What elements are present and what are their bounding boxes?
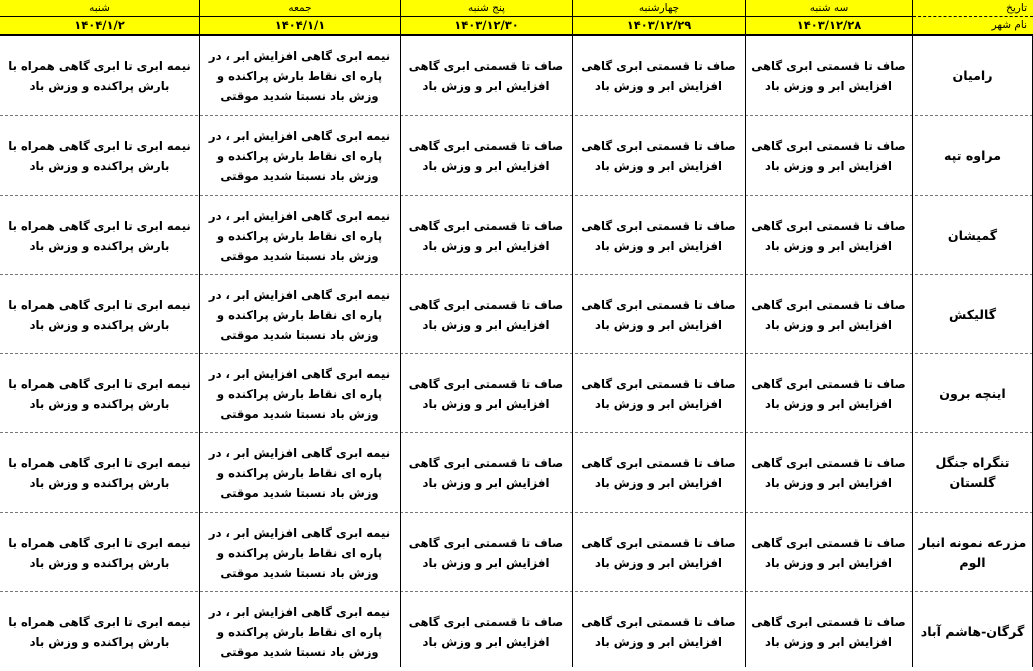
forecast-cell: صاف تا قسمتی ابری گاهی افزایش ابر و وزش باد: [581, 376, 736, 411]
header-day: چهارشنبه: [638, 2, 680, 14]
column-divider: [400, 36, 401, 667]
header-col-1: [745, 0, 912, 34]
forecast-cell: صاف تا قسمتی ابری گاهی افزایش ابر و وزش باد: [581, 138, 736, 173]
header-date: ۱۴۰۴/۱/۲: [0, 16, 199, 34]
city-name-cell: مزرعه نمونه انبار الوم: [918, 534, 1027, 570]
forecast-cell: نیمه ابری تا ابری گاهی همراه با بارش پراکنده و وزش باد: [8, 297, 191, 332]
header-city-label: نام شهر: [991, 19, 1027, 31]
header-date: ۱۴۰۴/۱/۱: [200, 16, 400, 34]
forecast-cell: صاف تا قسمتی ابری گاهی افزایش ابر و وزش باد: [751, 297, 906, 332]
forecast-cell: نیمه ابری گاهی افزایش ابر ، در پاره ای نقاط بارش پراکنده و وزش باد نسبتا شدید موقتی: [208, 208, 391, 263]
header-day: سه شنبه: [809, 2, 849, 14]
forecast-cell: نیمه ابری گاهی افزایش ابر ، در پاره ای نقاط بارش پراکنده و وزش باد نسبتا شدید موقتی: [208, 445, 391, 500]
header-col-5: [0, 0, 199, 34]
header-col-2: [572, 0, 745, 34]
header-col-4: [199, 0, 400, 34]
forecast-table: [0, 36, 1033, 667]
header-label-cell: [912, 0, 1033, 34]
header-col-3: [400, 0, 572, 34]
forecast-cell: نیمه ابری تا ابری گاهی همراه با بارش پراکنده و وزش باد: [8, 535, 191, 570]
city-name-cell: گرگان-هاشم آباد: [920, 623, 1025, 639]
forecast-cell: صاف تا قسمتی ابری گاهی افزایش ابر و وزش باد: [408, 614, 564, 649]
forecast-cell: نیمه ابری تا ابری گاهی همراه با بارش پراکنده و وزش باد: [8, 614, 191, 649]
forecast-cell: صاف تا قسمتی ابری گاهی افزایش ابر و وزش باد: [581, 218, 736, 253]
header-day: شنبه: [89, 2, 110, 14]
city-name-cell: گمیشان: [947, 227, 998, 243]
forecast-cell: صاف تا قسمتی ابری گاهی افزایش ابر و وزش باد: [408, 297, 564, 332]
forecast-cell: نیمه ابری تا ابری گاهی همراه با بارش پراکنده و وزش باد: [8, 138, 191, 173]
forecast-cell: نیمه ابری تا ابری گاهی همراه با بارش پراکنده و وزش باد: [8, 376, 191, 411]
forecast-cell: صاف تا قسمتی ابری گاهی افزایش ابر و وزش باد: [581, 614, 736, 649]
city-name-cell: رامیان: [952, 67, 993, 83]
header-date: ۱۴۰۳/۱۲/۲۹: [573, 16, 745, 34]
city-name-cell: اینچه برون: [939, 385, 1006, 401]
forecast-cell: نیمه ابری گاهی افزایش ابر ، در پاره ای نقاط بارش پراکنده و وزش باد نسبتا شدید موقتی: [208, 604, 391, 659]
column-divider: [572, 36, 573, 667]
forecast-cell: صاف تا قسمتی ابری گاهی افزایش ابر و وزش باد: [408, 455, 564, 490]
forecast-cell: صاف تا قسمتی ابری گاهی افزایش ابر و وزش باد: [408, 138, 564, 173]
forecast-cell: صاف تا قسمتی ابری گاهی افزایش ابر و وزش باد: [581, 455, 736, 490]
forecast-cell: صاف تا قسمتی ابری گاهی افزایش ابر و وزش باد: [408, 535, 564, 570]
forecast-cell: نیمه ابری گاهی افزایش ابر ، در پاره ای نقاط بارش پراکنده و وزش باد نسبتا شدید موقتی: [208, 366, 391, 421]
header-day: پنج شنبه: [468, 2, 505, 14]
forecast-cell: صاف تا قسمتی ابری گاهی افزایش ابر و وزش باد: [751, 58, 906, 93]
forecast-cell: صاف تا قسمتی ابری گاهی افزایش ابر و وزش باد: [581, 297, 736, 332]
forecast-cell: صاف تا قسمتی ابری گاهی افزایش ابر و وزش باد: [751, 614, 906, 649]
column-divider: [199, 36, 200, 667]
forecast-cell: نیمه ابری گاهی افزایش ابر ، در پاره ای نقاط بارش پراکنده و وزش باد نسبتا شدید موقتی: [208, 48, 391, 103]
column-divider: [745, 36, 746, 667]
city-name-cell: مراوه تپه: [943, 147, 1002, 163]
header-date: ۱۴۰۳/۱۲/۳۰: [401, 16, 572, 34]
forecast-cell: نیمه ابری گاهی افزایش ابر ، در پاره ای نقاط بارش پراکنده و وزش باد نسبتا شدید موقتی: [208, 128, 391, 183]
header-date-label: تاریخ: [1006, 2, 1027, 14]
header-date: ۱۴۰۳/۱۲/۲۸: [746, 16, 912, 34]
column-divider: [912, 36, 913, 667]
forecast-cell: نیمه ابری تا ابری گاهی همراه با بارش پراکنده و وزش باد: [8, 58, 191, 93]
forecast-cell: صاف تا قسمتی ابری گاهی افزایش ابر و وزش باد: [581, 58, 736, 93]
forecast-cell: نیمه ابری تا ابری گاهی همراه با بارش پراکنده و وزش باد: [8, 455, 191, 490]
forecast-cell: صاف تا قسمتی ابری گاهی افزایش ابر و وزش باد: [751, 376, 906, 411]
forecast-cell: نیمه ابری گاهی افزایش ابر ، در پاره ای نقاط بارش پراکنده و وزش باد نسبتا شدید موقتی: [208, 525, 391, 580]
table-header: [0, 0, 1033, 36]
forecast-cell: نیمه ابری گاهی افزایش ابر ، در پاره ای نقاط بارش پراکنده و وزش باد نسبتا شدید موقتی: [208, 287, 391, 342]
forecast-cell: صاف تا قسمتی ابری گاهی افزایش ابر و وزش باد: [751, 218, 906, 253]
forecast-cell: صاف تا قسمتی ابری گاهی افزایش ابر و وزش باد: [751, 138, 906, 173]
city-name-cell: گالیکش: [948, 306, 997, 322]
forecast-cell: صاف تا قسمتی ابری گاهی افزایش ابر و وزش باد: [408, 58, 564, 93]
forecast-cell: صاف تا قسمتی ابری گاهی افزایش ابر و وزش باد: [751, 535, 906, 570]
forecast-cell: نیمه ابری تا ابری گاهی همراه با بارش پراکنده و وزش باد: [8, 218, 191, 253]
forecast-cell: صاف تا قسمتی ابری گاهی افزایش ابر و وزش باد: [408, 376, 564, 411]
header-day: جمعه: [288, 2, 312, 14]
forecast-cell: صاف تا قسمتی ابری گاهی افزایش ابر و وزش باد: [408, 218, 564, 253]
city-name-cell: تنگراه جنگل گلستان: [935, 454, 1010, 490]
forecast-cell: صاف تا قسمتی ابری گاهی افزایش ابر و وزش باد: [751, 455, 906, 490]
forecast-cell: صاف تا قسمتی ابری گاهی افزایش ابر و وزش باد: [581, 535, 736, 570]
